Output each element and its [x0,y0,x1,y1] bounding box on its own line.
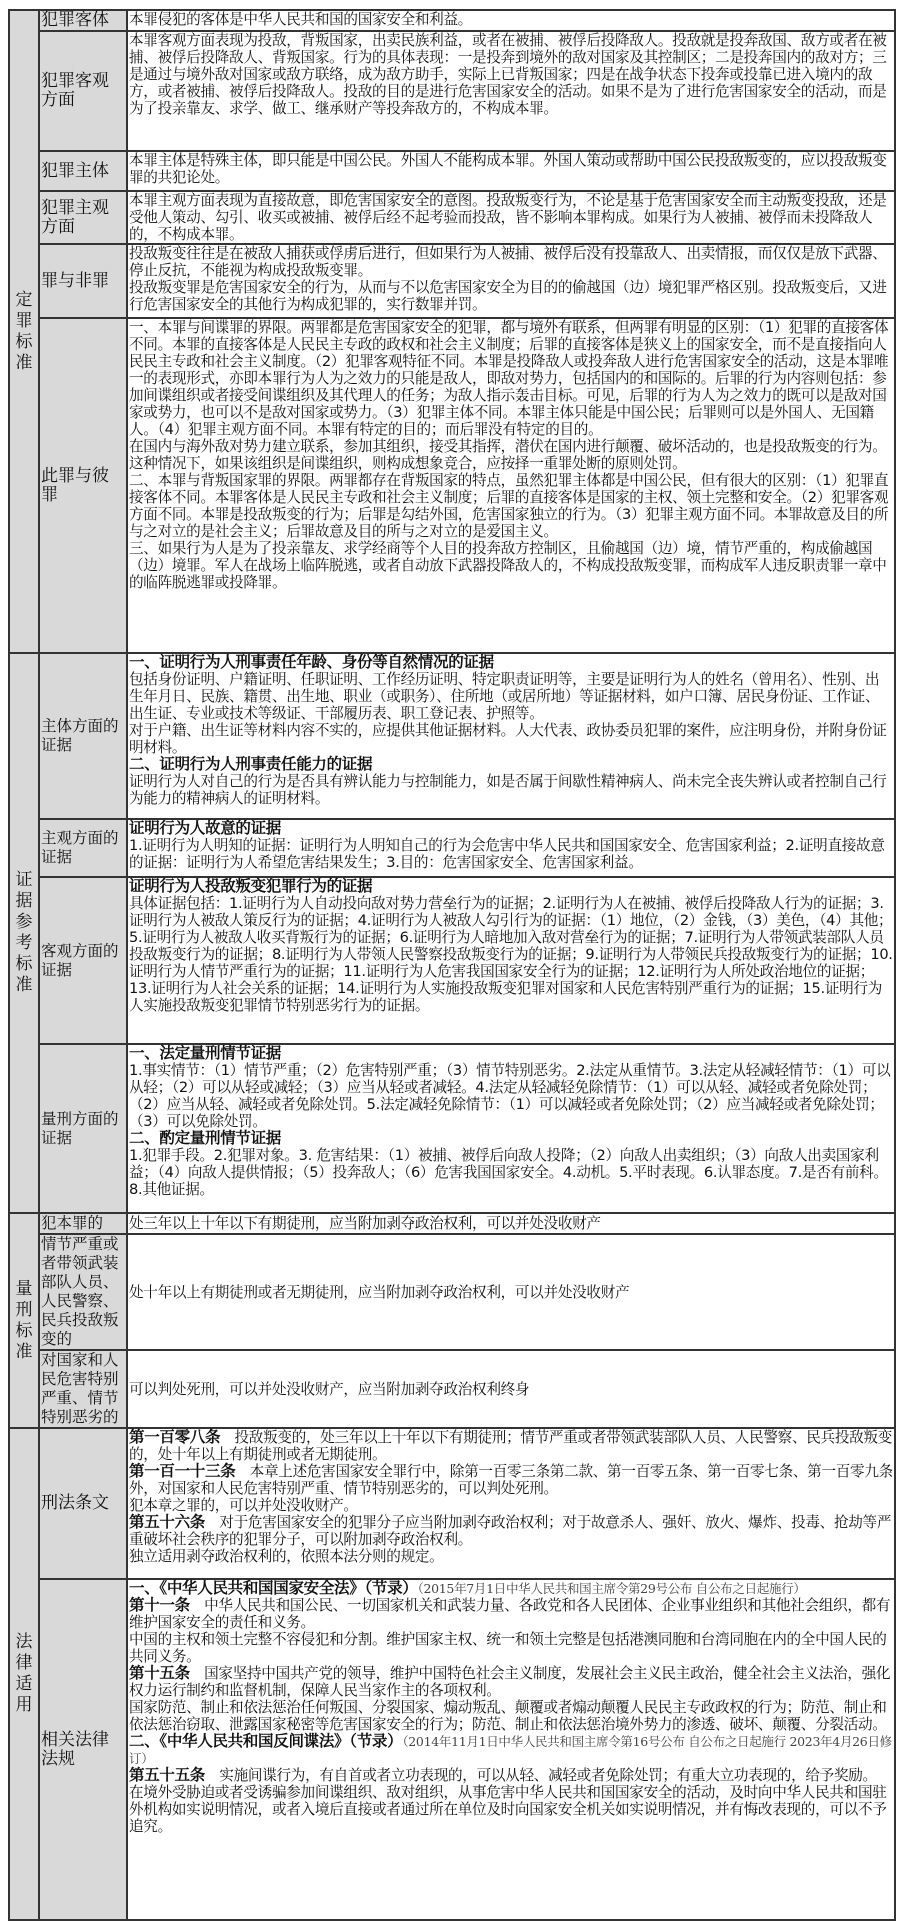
body-text: 在国内与海外敌对势力建立联系，参加其组织，接受其指挥，潜伏在国内进行颠覆、破坏活动的，也是投敌叛变的行为。这种情况下，如果该组织是间谍组织，则构成想象竞合，应按择一重罪处断的原则处罚。 [129,438,887,472]
paragraph [129,438,893,472]
paragraph [129,245,893,279]
row-label: 犯罪主观方面 [39,191,127,244]
crime-reference-table [8,9,896,1921]
row-content [127,877,895,1044]
body-text: 对于危害国家安全的犯罪分子应当附加剥夺政治权利；对于故意杀人、强奸、放火、爆炸、投毒、抢劫等严重破坏社会秩序的犯罪分子，可以附加剥夺政治权利。 [129,1514,892,1548]
paragraph [129,1130,893,1147]
paragraph [129,1784,893,1835]
table-row [9,877,895,1044]
body-text: 三、如果行为人是为了投亲靠友、求学经商等个人目的投奔敌方控制区，且偷越国（边）境，情节严重的，构成偷越国（边）境罪。军人在战场上临阵脱逃，或者自动放下武器投降敌人的，不构成投敌叛变罪，而构成军人违反职责罪一章中的临阵脱逃罪或投降罪。 [129,540,887,591]
body-text: 二、本罪与背叛国家罪的界限。两罪都存在背叛国家的特点，虽然犯罪主体都是中国公民，但有很大的区别：（1）犯罪直接客体不同。本罪客体是人民民主专政和社会主义制度；后罪的直接客体是国家的主权、领土完整和安全。（2）犯罪客观方面不同。本罪是投敌叛变的行为；后罪是勾结外国，危害国家独立的行为。（3）犯罪主观方面不同。本罪故意及目的所与之对立的是社会主义；后罪故意及目的所与之对立的是爱国主义。 [129,472,889,540]
body-text: 国家防范、制止和依法惩治任何叛国、分裂国家、煽动叛乱、颠覆或者煽动颠覆人民民主专政政权的行为；防范、制止和依法惩治窃取、泄露国家秘密等危害国家安全的行为；防范、制止和依法惩治境外势力的渗透、破坏、颠覆、分裂活动。 [129,1699,887,1733]
paragraph [129,1429,893,1463]
body-text: 具体证据包括：1.证明行为人自动投向敌对势力营垒行为的证据；2.证明行为人在被捕、被俘后投降敌人行为的证据；3.证明行为人被敌人策反行为的证据；4.证明行为人被敌人勾引行为的证据：（1）地位，（2）金钱，（3）美色，（4）其他；5.证明行为人被敌人收买背叛行为的证据；6.证明行为人暗地加入敌对营垒行为的证据；7.证明行为人带领武装部队人员投敌叛变行为的证据；8.证明行为人带领人民警察投敌叛变行为的证据；9.证明行为人带领民兵投敌叛变行为的证据；10.证明行为人情节严重行为的证据；11.证明行为人危害我国国家安全行为的证据；12.证明行为人所处政治地位的证据；13.证明行为人社会关系的证据；14.证明行为人实施投敌叛变犯罪对国家和人民危害特别严重行为的证据；15.证明行为人实施投敌叛变犯罪情节特别恶劣行为的证据。 [129,895,893,1014]
table-row [9,1213,895,1234]
paragraph [129,895,893,1014]
heading-text: 第十一条 [129,1596,190,1614]
body-text: 本章上述危害国家安全罪行中，除第一百零三条第二款、第一百零五条、第一百零七条、第一百零九条外，对国家和人民危害特别严重、情节特别恶劣的，可以判处死刑。 [129,1463,893,1497]
citation-note: （2014年11月1日中华人民共和国主席令第16号公布 自公布之日起施行 2023年4月26日修订） [129,1734,892,1766]
body-text: 本罪主观方面表现为直接故意，即危害国家安全的意图。投敌叛变行为，不论是基于危害国家安全而主动叛变投敌，还是受他人策动、勾引、收买或被捕、被俘后经不起考验而投敌，皆不影响本罪构成。如果行为人被捕、被俘而未投降敌人的，不构成本罪。 [129,192,887,243]
table-row [9,191,895,244]
row-label: 犯罪主体 [39,151,127,191]
body-text: 处三年以上十年以下有期徒刑，应当附加剥夺政治权利，可以并处没收财产 [129,1215,601,1232]
section-label: 量刑标准 [15,1278,33,1362]
row-label: 量刑方面的证据 [39,1044,127,1213]
row-label: 犯本罪的 [39,1213,127,1234]
row-content [127,31,895,151]
heading-text: 第一百零八条 [129,1428,221,1446]
row-label: 相关法律法规 [39,1579,127,1920]
section-label: 证据参考标准 [15,870,33,995]
body-text: 1.事实情节：（1）情节严重；（2）危害特别严重；（3）情节特别恶劣。2.法定从重情节。3.法定从轻减轻情节：（1）可以从轻；（2）可以从轻或减轻；（3）应当从轻或者减轻。4.法定从轻减轻免除情节：（1）可以从轻、减轻或者免除处罚；（2）应当从轻、减轻或者免除处罚。5.法定减轻免除情节：（1）可以减轻或者免除处罚；（2）应当减轻或者免除处罚；（3）可以免除处罚。 [129,1062,891,1130]
row-content [127,1213,895,1234]
body-text: 对于户籍、出生证等材料内容不实的，应提供其他证据材料。人大代表、政协委员犯罪的案件，应注明身份，并附身份证明材料。 [129,722,887,756]
heading-text: 二、《中华人民共和国反间谍法》（节录） [129,1732,403,1750]
row-label: 客观方面的证据 [39,877,127,1044]
row-content [127,1234,895,1350]
paragraph [129,1284,893,1301]
row-content [127,1044,895,1213]
table-row [9,1350,895,1428]
body-text: 证明行为人对自己的行为是否具有辨认能力与控制能力，如是否属于间歇性精神病人、尚未完全丧失辨认或者控制自己行为能力的精神病人的证明材料。 [129,773,887,807]
row-content [127,151,895,191]
body-text: 中华人民共和国公民、一切国家机关和武装力量、各政党和各人民团体、企业事业组织和其他社会组织，都有维护国家安全的责任和义务。 [129,1597,891,1631]
paragraph [129,773,893,807]
heading-text: 证明行为人故意的证据 [129,819,282,837]
section-label: 法律适用 [15,1632,33,1715]
row-label: 主观方面的证据 [39,819,127,877]
row-content [127,653,895,819]
paragraph [129,1548,893,1565]
paragraph [129,654,893,671]
table-row [9,244,895,318]
row-label: 刑法条文 [39,1428,127,1579]
section-evidence-reference-standard [9,653,39,1213]
heading-text: 第五十五条 [129,1766,206,1784]
row-label: 犯罪客观方面 [39,31,127,151]
paragraph [129,1497,893,1514]
paragraph [129,837,893,871]
body-text: 本罪侵犯的客体是中华人民共和国的国家安全和利益。 [129,11,473,28]
paragraph [129,756,893,773]
paragraph [129,1767,893,1784]
body-text: 本罪客观方面表现为投敌，背叛国家，出卖民族利益，或者在被捕、被俘后投降敌人。投敌就是投奔敌国、敌方或者在被捕、被俘后投降敌人、背叛国家。行为的具体表现：一是投奔到境外的敌对国家及其控制区；二是投奔国内的敌对方；三是通过与境外敌对国家或敌方联络，成为敌方助手，实际上已背叛国家；四是在战争状态下投奔或投靠已进入境内的敌方，或者被捕、被俘后投降敌人。投敌的目的是进行危害国家安全的活动。如果不是为了进行危害国家安全的活动，而是为了投亲靠友、求学、做工、继承财产等投奔敌方的，不构成本罪。 [129,32,887,117]
paragraph [129,1215,893,1232]
row-content [127,1350,895,1428]
row-label: 对国家和人民危害特别严重、情节特别恶劣的 [39,1350,127,1428]
body-text: 1.证明行为人明知的证据：证明行为人明知自己的行为会危害中华人民共和国国家安全、危害国家利益；2.证明直接故意的证据：证明行为人希望危害结果发生；3.目的：危害国家安全、危害国家利益。 [129,837,885,871]
paragraph [129,1463,893,1497]
table-row [9,10,895,31]
body-text: 本罪主体是特殊主体，即只能是中国公民。外国人不能构成本罪。外国人策动或帮助中国公民投敌叛变的，应以投敌叛变罪的共犯论处。 [129,152,887,186]
paragraph [129,1597,893,1631]
body-text: 投敌叛变往往是在被敌人捕获或俘虏后进行，但如果行为人被捕、被俘后没有投靠敌人、出卖情报，而仅仅是放下武器、停止反抗，不能视为构成投敌叛变罪。 [129,245,887,279]
row-label: 犯罪客体 [39,10,127,31]
paragraph [129,319,893,438]
paragraph [129,1733,893,1767]
paragraph [129,192,893,243]
row-content [127,318,895,653]
body-text: 中国的主权和领土完整不容侵犯和分割。维护国家主权、统一和领土完整是包括港澳同胞和台湾同胞在内的全中国人民的共同义务。 [129,1631,887,1665]
row-content [127,1428,895,1579]
paragraph [129,540,893,591]
section-law-application [9,1428,39,1920]
heading-text: 二、酌定量刑情节证据 [129,1129,282,1147]
table-row [9,31,895,151]
heading-text: 一、证明行为人刑事责任年龄、身份等自然情况的证据 [129,653,494,671]
row-content [127,1579,895,1920]
paragraph [129,1147,893,1198]
table-row [9,1428,895,1579]
row-content [127,244,895,318]
body-text: 在境外受胁迫或者受诱骗参加间谍组织、敌对组织，从事危害中华人民共和国国家安全的活动，及时向中华人民共和国驻外机构如实说明情况，或者入境后直接或者通过所在单位及时向国家安全机关如实说明情况，并有悔改表现的，可以不予追究。 [129,1784,887,1835]
table-row [9,318,895,653]
paragraph [129,1381,893,1398]
row-label: 罪与非罪 [39,244,127,318]
heading-text: 二、证明行为人刑事责任能力的证据 [129,755,373,773]
body-text: 可以判处死刑，可以并处没收财产，应当附加剥夺政治权利终身 [129,1380,530,1398]
table-body [9,10,895,1920]
body-text: 国家坚持中国共产党的领导，维护中国特色社会主义制度，发展社会主义民主政治，健全社会主义法治，强化权力运行制约和监督机制，保障人民当家作主的各项权利。 [129,1665,891,1699]
citation-note: （2015年7月1日中华人民共和国主席令第29号公布 自公布之日起施行） [417,1581,806,1596]
table-row [9,819,895,877]
paragraph [129,152,893,186]
body-text: 投敌叛变罪是危害国家安全的行为，从而与不以危害国家安全为目的的偷越国（边）境犯罪严格区别。投敌叛变后，又进行危害国家安全的其他行为构成犯罪的，实行数罪并罚。 [129,279,887,313]
body-text: 处十年以上有期徒刑或者无期徒刑，应当附加剥夺政治权利，可以并处没收财产 [129,1283,630,1301]
table-row [9,1044,895,1213]
table-row [9,1234,895,1350]
table-row [9,653,895,819]
row-label: 主体方面的证据 [39,653,127,819]
row-content [127,191,895,244]
section-sentencing-standard [9,1213,39,1428]
paragraph [129,1665,893,1699]
row-label: 此罪与彼罪 [39,318,127,653]
body-text: 犯本章之罪的，可以并处没收财产。 [129,1497,358,1514]
body-text: 一、本罪与间谍罪的界限。两罪都是危害国家安全的犯罪，都与境外有联系，但两罪有明显的区别：（1）犯罪的直接客体不同。本罪的直接客体是人民民主专政的政权和社会主义制度；后罪的直接客体是狭义上的国家安全，而不是直接指向人民民主专政和社会主义制度。（2）犯罪客观特征不同。本罪是投降敌人或投奔敌人进行危害国家安全的活动，这是本罪唯一的表现形式，亦即本罪行为人为之效力的只能是敌人，即敌对势力，包括国内的和国际的。后罪的行为内容则包括：参加间谍组织或者接受间谍组织及其代理人的任务；为敌人指示轰击目标。可见，后罪的行为人为之效力的既可以是敌对国家或势力，也可以不是敌对国家或势力。（3）犯罪主体不同。本罪主体只能是中国公民；后罪则可以是外国人、无国籍人。（4）犯罪主观方面不同。本罪有特定的目的；而后罪没有特定的目的。 [129,319,889,438]
paragraph [129,11,893,28]
body-text: 包括身份证明、户籍证明、任职证明、工作经历证明、特定职责证明等，主要是证明行为人的姓名（曾用名）、性别、出生年月日、民族、籍贯、出生地、职业（或职务）、住所地（或居所地）等证据材料，如户口簿、居民身份证、工作证、出生证、专业或技术等级证、干部履历表、职工登记表、护照等。 [129,671,880,722]
paragraph [129,1062,893,1130]
paragraph [129,878,893,895]
paragraph [129,722,893,756]
row-label: 情节严重或者带领武装部队人员、人民警察、民兵投敌叛变的 [39,1234,127,1350]
heading-text: 证明行为人投敌叛变犯罪行为的证据 [129,877,373,895]
heading-text: 第十五条 [129,1664,190,1682]
paragraph [129,1580,893,1597]
table-row [9,151,895,191]
paragraph [129,1514,893,1548]
heading-text: 一、法定量刑情节证据 [129,1044,282,1062]
paragraph [129,820,893,837]
paragraph [129,1699,893,1733]
row-content [127,819,895,877]
heading-text: 一、《中华人民共和国国家安全法》（节录） [129,1579,418,1597]
body-text: 实施间谍行为，有自首或者立功表现的，可以从轻、减轻或者免除处罚；有重大立功表现的，给予奖励。 [205,1767,877,1784]
body-text: 投敌叛变的，处三年以上十年以下有期徒刑；情节严重或者带领武装部队人员、人民警察、民兵投敌叛变的，处十年以上有期徒刑或者无期徒刑。 [129,1429,893,1463]
heading-text: 第一百一十三条 [129,1462,236,1480]
section-label: 定罪标准 [15,289,33,373]
table-row [9,1579,895,1920]
paragraph [129,32,893,117]
paragraph [129,279,893,313]
paragraph [129,671,893,722]
body-text: 1.犯罪手段。2.犯罪对象。3. 危害结果：（1）被捕、被俘后向敌人投降；（2）向敌人出卖组织；（3）向敌人出卖国家利益；（4）向敌人提供情报；（5）投奔敌人；（6）危害我国国家安全。4.动机。5.平时表现。6.认罪态度。7.是否有前科。8.其他证据。 [129,1147,888,1198]
paragraph [129,1045,893,1062]
body-text: 独立适用剥夺政治权利的，依照本法分则的规定。 [129,1548,444,1565]
section-conviction-standard [9,10,39,653]
row-content [127,10,895,31]
paragraph [129,472,893,540]
paragraph [129,1631,893,1665]
heading-text: 第五十六条 [129,1513,206,1531]
